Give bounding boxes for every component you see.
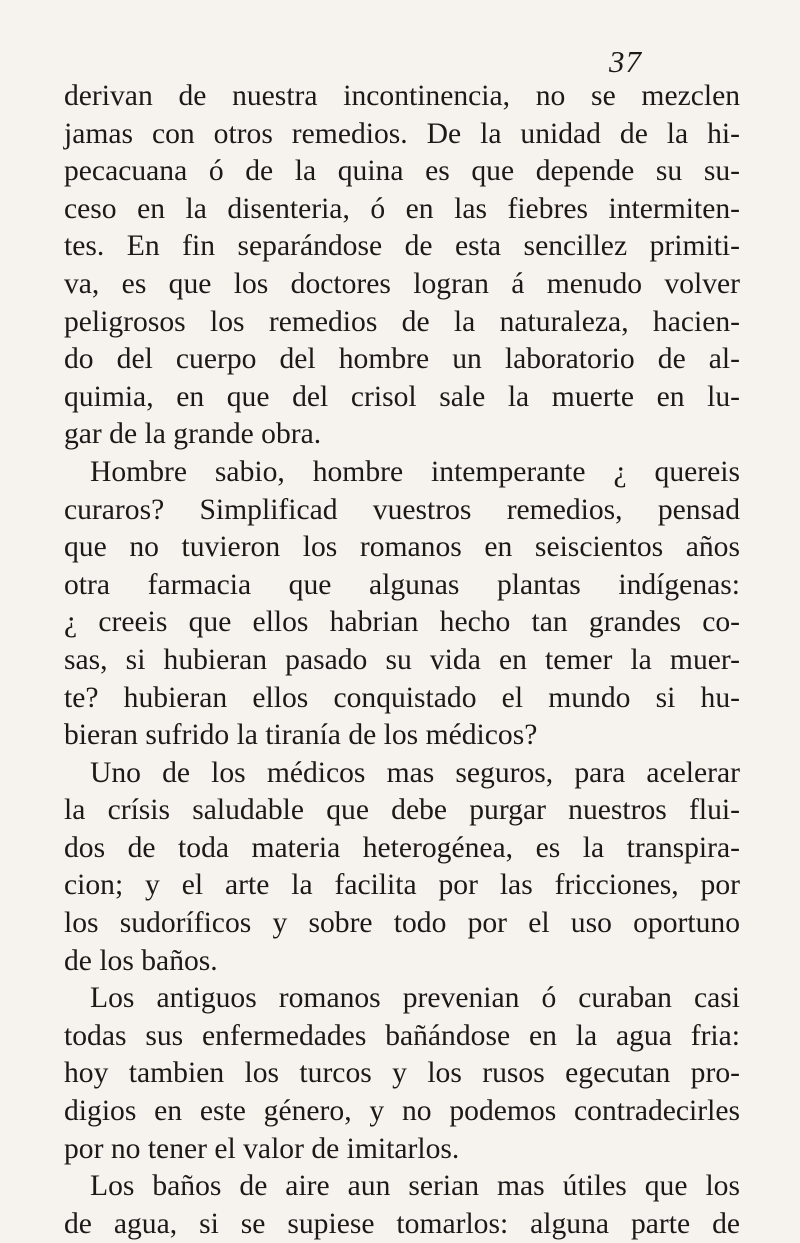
text-line: cion; y el arte la facilita por las fricciones, por (64, 869, 740, 902)
text-line: Uno de los médicos mas seguros, para acelerar (90, 756, 740, 789)
text-line: curaros? Simplificad vuestros remedios, pensad (64, 493, 740, 526)
body-text (64, 78, 740, 1243)
text-line: dos de toda materia heterogénea, es la transpira- (64, 831, 740, 864)
text-line: todas sus enfermedades bañándose en la agua fria: (64, 1019, 740, 1052)
text-line: peligrosos los remedios de la naturaleza, hacien- (64, 305, 740, 338)
text-line: que no tuvieron los romanos en seiscientos años (64, 531, 740, 564)
text-line: va, es que los doctores logran á menudo volver (64, 267, 740, 300)
text-line: Hombre sabio, hombre intemperante ¿ quereis (90, 455, 740, 488)
text-line: Los baños de aire aun serian mas útiles que los (90, 1170, 740, 1203)
text-line: bieran sufrido la tiranía de los médicos? (64, 719, 538, 752)
text-line: do del cuerpo del hombre un laboratorio de al- (64, 343, 740, 376)
text-line: Los antiguos romanos prevenian ó curaban casi (90, 982, 740, 1015)
text-line: digios en este género, y no podemos contradecirles (64, 1095, 740, 1128)
text-line: derivan de nuestra incontinencia, no se mezclen (64, 80, 740, 112)
page-number: 37 (609, 44, 642, 79)
text-line: gar de la grande obra. (64, 418, 322, 451)
text-line: la crísis saludable que debe purgar nuestros flui- (64, 794, 740, 827)
text-line: hoy tambien los turcos y los rusos egecutan pro- (64, 1057, 740, 1090)
text-line: los sudoríficos y sobre todo por el uso oportuno (64, 907, 740, 940)
text-line: ¿ creeis que ellos habrian hecho tan grandes co- (64, 606, 740, 639)
text-line: de agua, si se supiese tomarlos: alguna parte de (64, 1207, 740, 1240)
text-line: jamas con otros remedios. De la unidad de la hi- (64, 117, 740, 150)
text-line: ceso en la disenteria, ó en las fiebres intermiten- (64, 192, 740, 225)
text-line: tes. En fin separándose de esta sencillez primiti- (64, 230, 740, 263)
text-line: otra farmacia que algunas plantas indígenas: (64, 568, 740, 601)
text-line: de los baños. (64, 944, 218, 977)
text-line: quimia, en que del crisol sale la muerte en lu- (64, 380, 740, 413)
text-line: pecacuana ó de la quina es que depende su su- (64, 155, 740, 188)
text-line: por no tener el valor de imitarlos. (64, 1132, 460, 1165)
text-line: sas, si hubieran pasado su vida en temer la muer- (64, 643, 740, 676)
text-line: te? hubieran ellos conquistado el mundo si hu- (64, 681, 740, 714)
